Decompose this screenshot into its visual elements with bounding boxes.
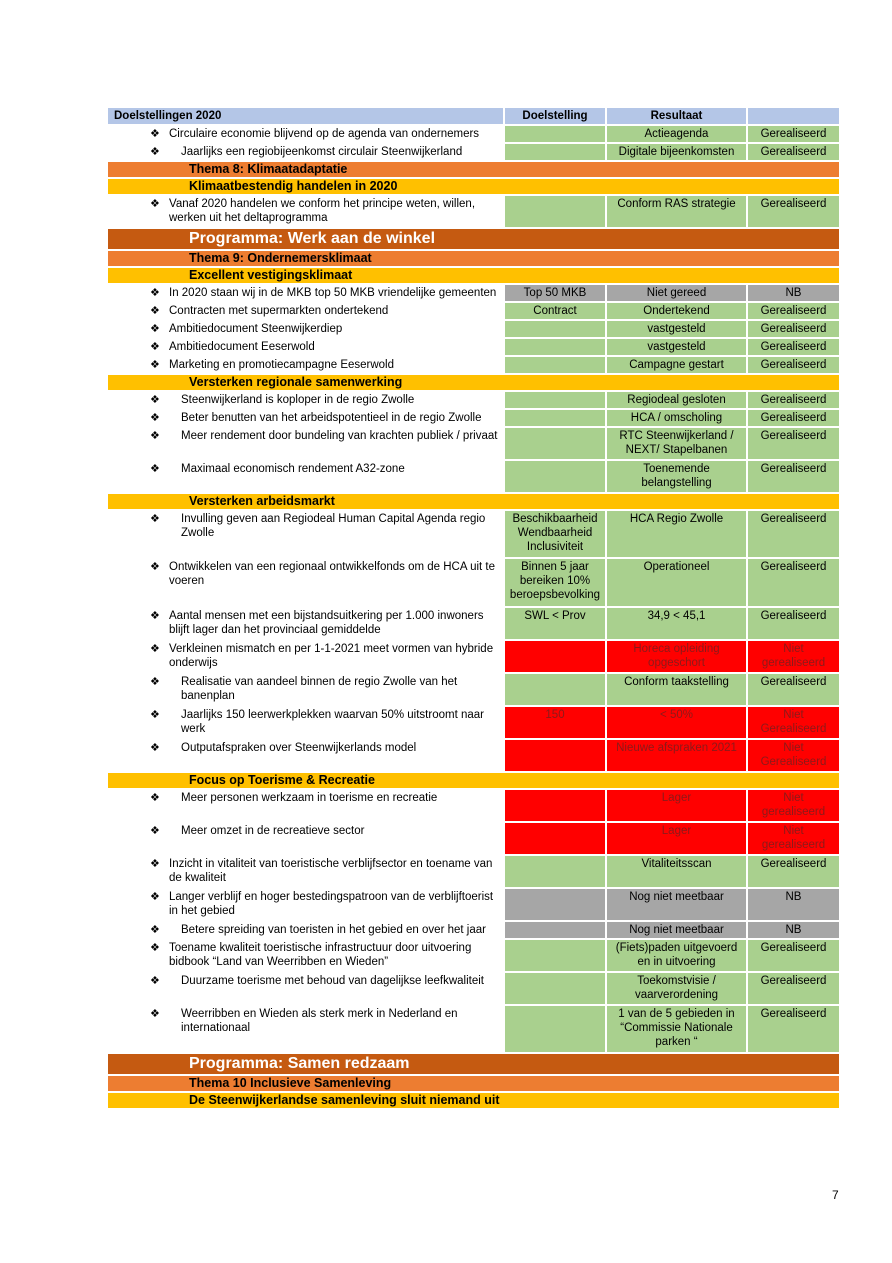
resultaat-cell: Digitale bijeenkomsten (607, 144, 748, 162)
resultaat-cell: < 50% (607, 707, 748, 740)
resultaat-cell: 1 van de 5 gebieden in “Commissie Nationale parken “ (607, 1006, 748, 1054)
resultaat-cell: vastgesteld (607, 339, 748, 357)
status-cell: Niet gerealiseerd (748, 823, 839, 856)
diamond-bullet-icon: ❖ (150, 128, 160, 140)
table-row (108, 823, 839, 856)
doelstelling-cell: 150 (505, 707, 607, 740)
doelstelling-cell (505, 856, 607, 889)
diamond-bullet-icon: ❖ (150, 561, 160, 573)
diamond-bullet-icon: ❖ (150, 146, 160, 158)
goal-cell (108, 889, 505, 922)
diamond-bullet-icon: ❖ (150, 341, 160, 353)
doelstelling-cell (505, 321, 607, 339)
table-row (108, 641, 839, 674)
goal-cell (108, 321, 505, 339)
resultaat-cell: Lager (607, 790, 748, 823)
doelstelling-cell (505, 1006, 607, 1054)
status-cell: Gerealiseerd (748, 559, 839, 608)
doelstelling-cell (505, 357, 607, 375)
goal-cell (108, 303, 505, 321)
goal-text: Duurzame toerisme met behoud van dagelijkse leefkwaliteit (181, 975, 484, 987)
goal-text: Vanaf 2020 handelen we conform het principe weten, willen, werken uit het deltaprogramma (169, 198, 476, 224)
thema-heading: Thema 10 Inclusieve Samenleving (108, 1076, 839, 1093)
diamond-bullet-icon: ❖ (150, 643, 160, 655)
status-cell: Gerealiseerd (748, 973, 839, 1006)
diamond-bullet-icon: ❖ (150, 942, 160, 954)
diamond-bullet-icon: ❖ (150, 742, 160, 754)
doelstelling-cell (505, 740, 607, 773)
resultaat-cell: HCA / omscholing (607, 410, 748, 428)
goal-cell (108, 357, 505, 375)
doelstelling-cell (505, 823, 607, 856)
goal-cell (108, 285, 505, 303)
diamond-bullet-icon: ❖ (150, 858, 160, 870)
subtheme-heading: Focus op Toerisme & Recreatie (108, 773, 839, 790)
goal-text: Inzicht in vitaliteit van toeristische verblijfsector en toename van de kwaliteit (169, 858, 493, 884)
header-doelstellingen: Doelstellingen 2020 (108, 108, 505, 126)
doelstelling-cell (505, 461, 607, 494)
subtheme-heading: De Steenwijkerlandse samenleving sluit niemand uit (108, 1093, 839, 1110)
status-cell: Gerealiseerd (748, 144, 839, 162)
goal-cell (108, 707, 505, 740)
table-row (108, 922, 839, 940)
diamond-bullet-icon: ❖ (150, 412, 160, 424)
resultaat-cell: Campagne gestart (607, 357, 748, 375)
doelstelling-cell (505, 126, 607, 144)
goal-cell (108, 126, 505, 144)
status-cell: Gerealiseerd (748, 357, 839, 375)
goal-cell (108, 973, 505, 1006)
status-cell: Gerealiseerd (748, 674, 839, 707)
goal-text: Outputafspraken over Steenwijkerlands model (181, 742, 417, 754)
table-row (108, 889, 839, 922)
status-cell: Niet gerealiseerd (748, 641, 839, 674)
doelstelling-cell (505, 410, 607, 428)
diamond-bullet-icon: ❖ (150, 792, 160, 804)
resultaat-cell: Operationeel (607, 559, 748, 608)
status-cell: Gerealiseerd (748, 196, 839, 229)
table-row (108, 428, 839, 461)
status-cell: NB (748, 285, 839, 303)
thema-heading: Thema 9: Ondernemersklimaat (108, 251, 839, 268)
status-cell: Gerealiseerd (748, 1006, 839, 1054)
resultaat-cell: Ondertekend (607, 303, 748, 321)
diamond-bullet-icon: ❖ (150, 287, 160, 299)
diamond-bullet-icon: ❖ (150, 394, 160, 406)
resultaat-cell: (Fiets)paden uitgevoerd en in uitvoering (607, 940, 748, 973)
doelstelling-cell: Top 50 MKB (505, 285, 607, 303)
doelstelling-cell (505, 392, 607, 410)
diamond-bullet-icon: ❖ (150, 198, 160, 210)
table-row (108, 285, 839, 303)
resultaat-cell: Lager (607, 823, 748, 856)
doelstelling-cell (505, 339, 607, 357)
doelstelling-cell (505, 940, 607, 973)
table-row (108, 303, 839, 321)
resultaat-cell: vastgesteld (607, 321, 748, 339)
goal-cell (108, 339, 505, 357)
table-row (108, 196, 839, 229)
goal-cell (108, 392, 505, 410)
doelstelling-cell (505, 144, 607, 162)
table-row (108, 674, 839, 707)
diamond-bullet-icon: ❖ (150, 610, 160, 622)
status-cell: Niet Gerealiseerd (748, 740, 839, 773)
doelstelling-cell: Contract (505, 303, 607, 321)
status-cell: NB (748, 922, 839, 940)
subtheme-heading: Versterken arbeidsmarkt (108, 494, 839, 511)
subtheme-heading: Excellent vestigingsklimaat (108, 268, 839, 285)
doelstelling-cell (505, 641, 607, 674)
resultaat-cell: Nog niet meetbaar (607, 889, 748, 922)
resultaat-cell: Vitaliteitsscan (607, 856, 748, 889)
goal-text: Betere spreiding van toeristen in het gebied en over het jaar (181, 924, 486, 936)
table-row (108, 740, 839, 773)
goal-cell (108, 428, 505, 461)
subtheme-heading: Versterken regionale samenwerking (108, 375, 839, 392)
resultaat-cell: Nieuwe afspraken 2021 (607, 740, 748, 773)
results-table (108, 108, 839, 1110)
diamond-bullet-icon: ❖ (150, 323, 160, 335)
table-row (108, 559, 839, 608)
goal-cell (108, 856, 505, 889)
diamond-bullet-icon: ❖ (150, 825, 160, 837)
table-row (108, 144, 839, 162)
table-row (108, 707, 839, 740)
goal-text: Realisatie van aandeel binnen de regio Zwolle van het banenplan (181, 676, 458, 702)
goal-cell (108, 674, 505, 707)
table-row (108, 790, 839, 823)
table-header (108, 108, 839, 126)
resultaat-cell: Horeca opleiding opgeschort (607, 641, 748, 674)
status-cell: Gerealiseerd (748, 303, 839, 321)
goal-text: Jaarlijks 150 leerwerkplekken waarvan 50% uitstroomt naar werk (181, 709, 484, 735)
resultaat-cell: Nog niet meetbaar (607, 922, 748, 940)
goal-text: Ambitiedocument Eeserwold (169, 341, 315, 353)
programma-heading: Programma: Werk aan de winkel (108, 229, 839, 251)
doelstelling-cell: Beschikbaarheid Wendbaarheid Inclusiviteit (505, 511, 607, 559)
diamond-bullet-icon: ❖ (150, 1008, 160, 1020)
doelstelling-cell: SWL < Prov (505, 608, 607, 641)
diamond-bullet-icon: ❖ (150, 676, 160, 688)
page-number: 7 (832, 1188, 839, 1202)
status-cell: Niet Gerealiseerd (748, 707, 839, 740)
status-cell: Gerealiseerd (748, 940, 839, 973)
goal-cell (108, 559, 505, 608)
programma-heading: Programma: Samen redzaam (108, 1054, 839, 1076)
status-cell: Gerealiseerd (748, 126, 839, 144)
diamond-bullet-icon: ❖ (150, 430, 160, 442)
goal-cell (108, 511, 505, 559)
resultaat-cell: Toekomstvisie / vaarverordening (607, 973, 748, 1006)
goal-text: Meer omzet in de recreatieve sector (181, 825, 365, 837)
doelstelling-cell (505, 922, 607, 940)
goal-cell (108, 922, 505, 940)
goal-text: Marketing en promotiecampagne Eeserwold (169, 359, 395, 371)
goal-text: Langer verblijf en hoger bestedingspatroon van de verblijftoerist in het gebied (169, 891, 494, 917)
goal-cell (108, 410, 505, 428)
status-cell: Niet gerealiseerd (748, 790, 839, 823)
status-cell: Gerealiseerd (748, 321, 839, 339)
table-row (108, 339, 839, 357)
status-cell: Gerealiseerd (748, 511, 839, 559)
diamond-bullet-icon: ❖ (150, 924, 160, 936)
status-cell: Gerealiseerd (748, 410, 839, 428)
goal-text: Steenwijkerland is koploper in de regio Zwolle (181, 394, 415, 406)
resultaat-cell: Conform RAS strategie (607, 196, 748, 229)
header-resultaat: Resultaat (607, 108, 748, 126)
doelstelling-cell (505, 196, 607, 229)
diamond-bullet-icon: ❖ (150, 513, 160, 525)
doelstelling-cell: Binnen 5 jaar bereiken 10% beroepsbevolking (505, 559, 607, 608)
header-status (748, 108, 839, 126)
goal-text: Ambitiedocument Steenwijkerdiep (169, 323, 343, 335)
diamond-bullet-icon: ❖ (150, 359, 160, 371)
doelstelling-cell (505, 889, 607, 922)
resultaat-cell: Regiodeal gesloten (607, 392, 748, 410)
goal-text: In 2020 staan wij in de MKB top 50 MKB vriendelijke gemeenten (169, 287, 497, 299)
table-row (108, 126, 839, 144)
resultaat-cell: Actieagenda (607, 126, 748, 144)
goal-text: Verkleinen mismatch en per 1-1-2021 meet vormen van hybride onderwijs (169, 643, 494, 669)
resultaat-cell: Toenemende belangstelling (607, 461, 748, 494)
doelstelling-cell (505, 973, 607, 1006)
goal-text: Jaarlijks een regiobijeenkomst circulair Steenwijkerland (181, 146, 463, 158)
table-row (108, 1006, 839, 1054)
resultaat-cell: Niet gereed (607, 285, 748, 303)
goal-cell (108, 608, 505, 641)
doelstelling-cell (505, 790, 607, 823)
table-row (108, 461, 839, 494)
table-row (108, 357, 839, 375)
table-row (108, 511, 839, 559)
status-cell: Gerealiseerd (748, 339, 839, 357)
resultaat-cell: 34,9 < 45,1 (607, 608, 748, 641)
table-row (108, 973, 839, 1006)
status-cell: NB (748, 889, 839, 922)
diamond-bullet-icon: ❖ (150, 975, 160, 987)
table-row (108, 940, 839, 973)
diamond-bullet-icon: ❖ (150, 891, 160, 903)
goal-text: Invulling geven aan Regiodeal Human Capital Agenda regio Zwolle (181, 513, 486, 539)
table-row (108, 321, 839, 339)
goal-text: Toename kwaliteit toeristische infrastructuur door uitvoering bidbook “Land van Weerribben en Wieden” (169, 942, 472, 968)
goal-cell (108, 740, 505, 773)
table-row (108, 608, 839, 641)
goal-text: Beter benutten van het arbeidspotentieel in de regio Zwolle (181, 412, 482, 424)
status-cell: Gerealiseerd (748, 461, 839, 494)
goal-cell (108, 1006, 505, 1054)
status-cell: Gerealiseerd (748, 428, 839, 461)
goal-text: Aantal mensen met een bijstandsuitkering per 1.000 inwoners blijft lager dan het provinciaal gemiddelde (169, 610, 484, 636)
status-cell: Gerealiseerd (748, 608, 839, 641)
table-row (108, 410, 839, 428)
goal-text: Meer rendement door bundeling van krachten publiek / privaat (181, 430, 498, 442)
thema-heading: Thema 8: Klimaatadaptatie (108, 162, 839, 179)
goal-text: Ontwikkelen van een regionaal ontwikkelfonds om de HCA uit te voeren (169, 561, 496, 587)
status-cell: Gerealiseerd (748, 856, 839, 889)
header-doelstelling: Doelstelling (505, 108, 607, 126)
subtheme-heading: Klimaatbestendig handelen in 2020 (108, 179, 839, 196)
doelstelling-cell (505, 428, 607, 461)
status-cell: Gerealiseerd (748, 392, 839, 410)
table-row (108, 392, 839, 410)
goal-cell (108, 641, 505, 674)
resultaat-cell: HCA Regio Zwolle (607, 511, 748, 559)
diamond-bullet-icon: ❖ (150, 305, 160, 317)
goal-text: Meer personen werkzaam in toerisme en recreatie (181, 792, 438, 804)
resultaat-cell: Conform taakstelling (607, 674, 748, 707)
goal-cell (108, 461, 505, 494)
goal-text: Maximaal economisch rendement A32-zone (181, 463, 405, 475)
table-body (108, 126, 839, 1110)
goal-cell (108, 940, 505, 973)
diamond-bullet-icon: ❖ (150, 463, 160, 475)
goal-cell (108, 790, 505, 823)
goal-text: Contracten met supermarkten ondertekend (169, 305, 389, 317)
goal-text: Circulaire economie blijvend op de agenda van ondernemers (169, 128, 480, 140)
goal-cell (108, 144, 505, 162)
diamond-bullet-icon: ❖ (150, 709, 160, 721)
table-row (108, 856, 839, 889)
goal-cell (108, 196, 505, 229)
goal-text: Weerribben en Wieden als sterk merk in Nederland en internationaal (181, 1008, 458, 1034)
resultaat-cell: RTC Steenwijkerland / NEXT/ Stapelbanen (607, 428, 748, 461)
goal-cell (108, 823, 505, 856)
doelstelling-cell (505, 674, 607, 707)
